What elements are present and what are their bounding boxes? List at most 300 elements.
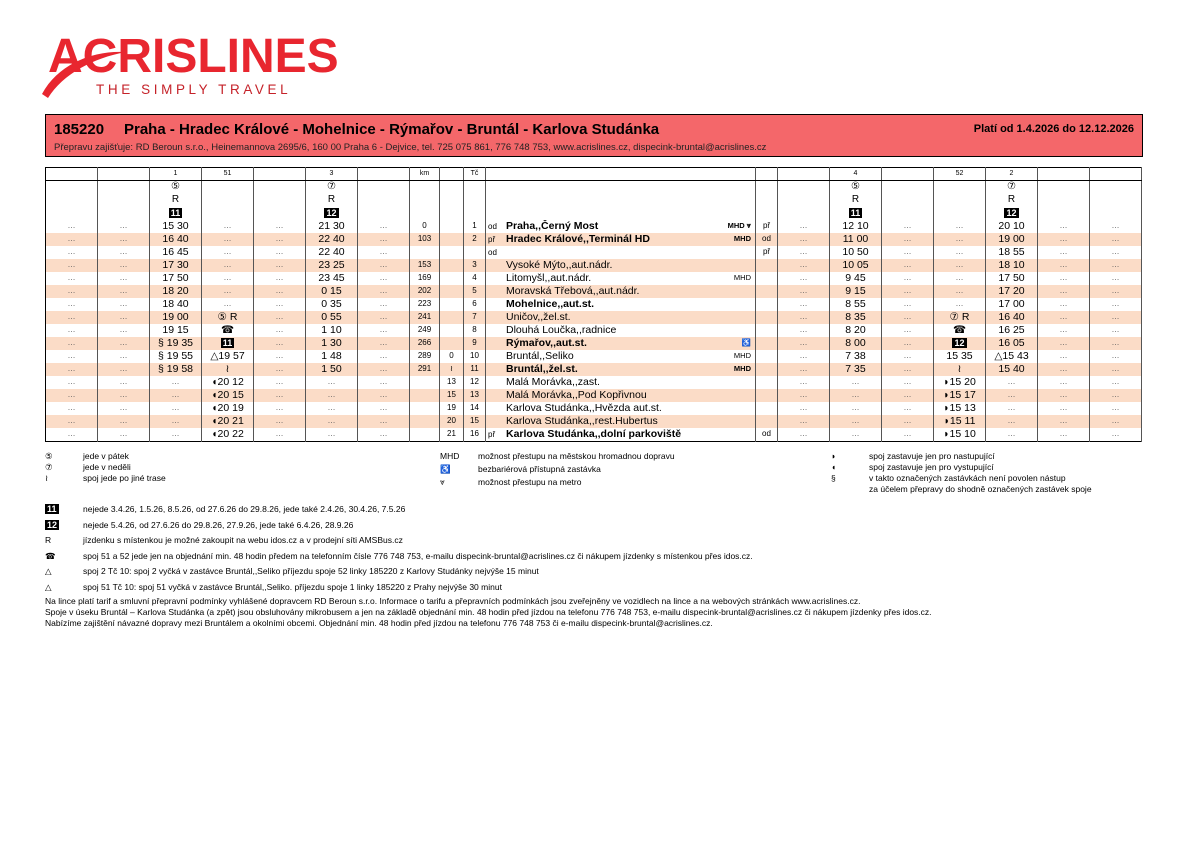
station-name bbox=[486, 402, 756, 415]
departure-time: … bbox=[1090, 220, 1142, 233]
departure-time: … bbox=[98, 428, 150, 442]
tc-value: 9 bbox=[464, 337, 486, 350]
legend-text: jede v neděli bbox=[83, 462, 131, 472]
arr-dep-marker bbox=[756, 376, 778, 389]
km-value: 223 bbox=[410, 298, 440, 311]
service-code-badge: 11 bbox=[170, 207, 181, 218]
table-row bbox=[46, 415, 1142, 428]
km2-value: 19 bbox=[440, 402, 464, 415]
departure-time: … bbox=[934, 246, 986, 259]
trip-symbol bbox=[1038, 194, 1090, 207]
departure-time: … bbox=[1038, 298, 1090, 311]
departure-time: … bbox=[934, 259, 986, 272]
departure-time: … bbox=[46, 350, 98, 363]
departure-time: ☎ bbox=[934, 324, 986, 337]
notes bbox=[45, 596, 932, 629]
departure-time: … bbox=[882, 298, 934, 311]
departure-time: … bbox=[358, 298, 410, 311]
trip-symbol bbox=[778, 181, 830, 194]
line-header bbox=[45, 114, 1143, 157]
station-name bbox=[486, 285, 756, 298]
trip-number bbox=[1090, 168, 1142, 181]
station-label: Bruntál,,Seliko bbox=[506, 350, 574, 362]
station-label: Vysoké Mýto,,aut.nádr. bbox=[506, 259, 613, 271]
departure-time: … bbox=[254, 272, 306, 285]
departure-time: § 19 35 bbox=[150, 337, 202, 350]
station-label: Hradec Králové,,Terminál HD bbox=[506, 232, 650, 245]
departure-time: … bbox=[358, 259, 410, 272]
departure-time: … bbox=[1090, 233, 1142, 246]
departure-time: 23 45 bbox=[306, 272, 358, 285]
km2-value: 13 bbox=[440, 376, 464, 389]
departure-time: 10 05 bbox=[830, 259, 882, 272]
transfer-info: ♿ bbox=[741, 338, 751, 347]
blank bbox=[440, 194, 464, 207]
legend-symbol: ≀ bbox=[45, 473, 49, 483]
service-code-badge: 11 bbox=[850, 207, 861, 218]
departure-time: 17 50 bbox=[986, 272, 1038, 285]
departure-time: … bbox=[202, 272, 254, 285]
trip-symbol bbox=[358, 181, 410, 194]
departure-time: … bbox=[934, 298, 986, 311]
legend-symbol: ☎ bbox=[45, 550, 56, 561]
departure-time: … bbox=[358, 324, 410, 337]
tc-value: 2 bbox=[464, 233, 486, 246]
note-line: Nabízíme zajištění návazné dopravy mezi Bruntálem a okolními obcemi. Objednání min. 48 hodin před jízdou na telefonu 776 748 753 či e-mailu dispecink-bruntal@acrislines.cz. bbox=[45, 618, 713, 628]
departure-time: 0 15 bbox=[306, 285, 358, 298]
km-value bbox=[410, 402, 440, 415]
table-row bbox=[46, 376, 1142, 389]
symbol-row bbox=[46, 181, 1142, 194]
departure-time: … bbox=[46, 233, 98, 246]
table-row bbox=[46, 272, 1142, 285]
departure-time: … bbox=[882, 337, 934, 350]
legend-item bbox=[45, 473, 166, 484]
departure-time: … bbox=[98, 285, 150, 298]
departure-time: 19 15 bbox=[150, 324, 202, 337]
timetable bbox=[45, 167, 1142, 442]
km-value bbox=[410, 389, 440, 402]
departure-time: … bbox=[882, 376, 934, 389]
departure-time: … bbox=[778, 402, 830, 415]
legend-code bbox=[45, 566, 539, 577]
km-value: 291 bbox=[410, 363, 440, 376]
table-row bbox=[46, 363, 1142, 376]
trip-symbol bbox=[98, 207, 150, 220]
departure-time: … bbox=[306, 428, 358, 442]
departure-time: … bbox=[1038, 324, 1090, 337]
tc-value: 3 bbox=[464, 259, 486, 272]
table-row bbox=[46, 402, 1142, 415]
acrislines-logo bbox=[38, 30, 339, 100]
departure-time: 0 55 bbox=[306, 311, 358, 324]
arr-dep-marker: od bbox=[488, 247, 497, 257]
table-row bbox=[46, 389, 1142, 402]
legend-item bbox=[440, 477, 581, 488]
departure-time: … bbox=[254, 415, 306, 428]
departure-time: … bbox=[254, 311, 306, 324]
departure-time: … bbox=[882, 311, 934, 324]
departure-time: … bbox=[358, 220, 410, 233]
departure-time: … bbox=[98, 389, 150, 402]
departure-time: … bbox=[934, 220, 986, 233]
station-label: Dlouhá Loučka,,radnice bbox=[506, 324, 617, 336]
departure-time: … bbox=[46, 220, 98, 233]
route-title: Praha - Hradec Králové - Mohelnice - Rýmařov - Bruntál - Karlova Studánka bbox=[124, 121, 660, 138]
departure-time: △15 43 bbox=[986, 350, 1038, 363]
departure-time: … bbox=[1038, 246, 1090, 259]
table-row bbox=[46, 298, 1142, 311]
legend-text: nejede 5.4.26, od 27.6.26 do 29.8.26, 27.9.26, jede také 6.4.26, 28.9.26 bbox=[83, 519, 354, 530]
header-row bbox=[46, 168, 1142, 181]
departure-time: … bbox=[986, 402, 1038, 415]
departure-time: 16 40 bbox=[150, 233, 202, 246]
legend-text: v takto označených zastávkách není povolen nástup bbox=[869, 473, 1066, 483]
table-row bbox=[46, 246, 1142, 259]
transfer-info: MHD bbox=[733, 351, 751, 360]
departure-time: ◗15 10 bbox=[934, 428, 986, 442]
departure-time: ◗15 11 bbox=[934, 415, 986, 428]
departure-time: … bbox=[150, 415, 202, 428]
departure-time: … bbox=[46, 376, 98, 389]
station-name bbox=[486, 311, 756, 324]
departure-time: … bbox=[98, 311, 150, 324]
trip-symbol bbox=[934, 207, 986, 220]
trip-symbol bbox=[254, 207, 306, 220]
departure-time: 9 15 bbox=[830, 285, 882, 298]
km-value: 153 bbox=[410, 259, 440, 272]
trip-symbol bbox=[830, 207, 882, 220]
tc-value: 4 bbox=[464, 272, 486, 285]
departure-time: … bbox=[882, 389, 934, 402]
departure-time: … bbox=[778, 324, 830, 337]
departure-time: … bbox=[306, 415, 358, 428]
table-row bbox=[46, 324, 1142, 337]
arr-dep-marker: od bbox=[756, 428, 778, 442]
trip-symbol: R bbox=[830, 194, 882, 207]
departure-time: … bbox=[98, 298, 150, 311]
departure-time: … bbox=[986, 389, 1038, 402]
departure-time: 16 25 bbox=[986, 324, 1038, 337]
departure-time: … bbox=[254, 337, 306, 350]
trip-symbol bbox=[882, 194, 934, 207]
table-row bbox=[46, 259, 1142, 272]
departure-time: … bbox=[46, 259, 98, 272]
arr-dep-marker bbox=[756, 363, 778, 376]
departure-time: … bbox=[98, 272, 150, 285]
trip-symbol: ⑤ bbox=[150, 181, 202, 194]
departure-time: … bbox=[46, 272, 98, 285]
trip-number bbox=[882, 168, 934, 181]
departure-time: … bbox=[254, 402, 306, 415]
departure-time: … bbox=[778, 298, 830, 311]
departure-time: … bbox=[358, 311, 410, 324]
departure-time: … bbox=[778, 246, 830, 259]
departure-time: … bbox=[150, 389, 202, 402]
departure-time: 0 35 bbox=[306, 298, 358, 311]
departure-time: … bbox=[1090, 246, 1142, 259]
km2-value: 20 bbox=[440, 415, 464, 428]
arr-dep-marker bbox=[756, 311, 778, 324]
departure-time: … bbox=[1090, 337, 1142, 350]
km2-value: 15 bbox=[440, 389, 464, 402]
legend-text: bezbariérová přístupná zastávka bbox=[478, 464, 601, 474]
departure-time: 1 30 bbox=[306, 337, 358, 350]
station-label: Moravská Třebová,,aut.nádr. bbox=[506, 285, 640, 297]
table-row bbox=[46, 233, 1142, 246]
station-label: Uničov,,žel.st. bbox=[506, 311, 571, 323]
station-label: Mohelnice,,aut.st. bbox=[506, 298, 595, 310]
departure-time: … bbox=[98, 376, 150, 389]
departure-time: … bbox=[778, 337, 830, 350]
trip-symbol bbox=[98, 181, 150, 194]
departure-time: … bbox=[1038, 337, 1090, 350]
departure-time: … bbox=[46, 285, 98, 298]
station-label: Malá Morávka,,Pod Kopřivnou bbox=[506, 389, 647, 401]
arr-dep-marker: př bbox=[488, 429, 496, 439]
legend-symbol: MHD bbox=[440, 451, 460, 461]
departure-time: … bbox=[98, 402, 150, 415]
departure-time: … bbox=[1090, 350, 1142, 363]
departure-time: … bbox=[1038, 259, 1090, 272]
legend-code bbox=[45, 504, 405, 514]
station-name bbox=[486, 428, 756, 442]
departure-time: … bbox=[1090, 285, 1142, 298]
km2-value bbox=[440, 246, 464, 259]
departure-time: … bbox=[1090, 402, 1142, 415]
departure-time: 10 50 bbox=[830, 246, 882, 259]
departure-time: … bbox=[1090, 272, 1142, 285]
tc-value: 15 bbox=[464, 415, 486, 428]
departure-time: 8 20 bbox=[830, 324, 882, 337]
departure-time: … bbox=[882, 259, 934, 272]
departure-time: 17 50 bbox=[150, 272, 202, 285]
departure-time: … bbox=[778, 415, 830, 428]
trip-symbol bbox=[882, 207, 934, 220]
tc-value: 7 bbox=[464, 311, 486, 324]
departure-time: … bbox=[778, 376, 830, 389]
departure-time: … bbox=[254, 350, 306, 363]
departure-time: … bbox=[778, 363, 830, 376]
departure-time: … bbox=[1038, 350, 1090, 363]
departure-time: … bbox=[46, 324, 98, 337]
departure-time: 9 45 bbox=[830, 272, 882, 285]
departure-time: ◗15 13 bbox=[934, 402, 986, 415]
blank bbox=[756, 194, 778, 207]
trip-symbol bbox=[1038, 181, 1090, 194]
departure-time: 21 30 bbox=[306, 220, 358, 233]
table-row bbox=[46, 337, 1142, 350]
departure-time: ☎ bbox=[202, 324, 254, 337]
departure-time: … bbox=[254, 363, 306, 376]
arr-header bbox=[756, 168, 778, 181]
departure-time: … bbox=[778, 272, 830, 285]
legend-symbol: ⩔ bbox=[440, 477, 445, 487]
transfer-info: MHD ⩔ bbox=[727, 220, 751, 230]
trip-symbol bbox=[358, 207, 410, 220]
legend-code bbox=[45, 551, 753, 562]
departure-time: … bbox=[98, 415, 150, 428]
departure-time: … bbox=[1090, 428, 1142, 442]
trip-number: 3 bbox=[306, 168, 358, 181]
departure-time: 23 25 bbox=[306, 259, 358, 272]
departure-time: … bbox=[358, 350, 410, 363]
legend-code bbox=[45, 582, 502, 593]
departure-time: … bbox=[202, 298, 254, 311]
departure-time: … bbox=[46, 363, 98, 376]
departure-time: 8 35 bbox=[830, 311, 882, 324]
legend-symbol bbox=[45, 520, 83, 530]
trip-symbol bbox=[778, 194, 830, 207]
legend-symbol: ◖ bbox=[831, 462, 837, 472]
tc-value: 6 bbox=[464, 298, 486, 311]
transfer-info: MHD bbox=[733, 273, 751, 282]
symbol-row bbox=[46, 194, 1142, 207]
trip-number bbox=[358, 168, 410, 181]
departure-time: § 19 55 bbox=[150, 350, 202, 363]
km-value: 249 bbox=[410, 324, 440, 337]
departure-time: 16 05 bbox=[986, 337, 1038, 350]
km2-value: 21 bbox=[440, 428, 464, 442]
tc-value: 14 bbox=[464, 402, 486, 415]
legend-item bbox=[45, 462, 131, 473]
departure-time: 7 38 bbox=[830, 350, 882, 363]
departure-time: 18 20 bbox=[150, 285, 202, 298]
departure-time: … bbox=[358, 246, 410, 259]
km2-value bbox=[440, 285, 464, 298]
km-value: 241 bbox=[410, 311, 440, 324]
station-label: Malá Morávka,,zast. bbox=[506, 376, 600, 388]
trip-symbol bbox=[1090, 194, 1142, 207]
legend-item bbox=[831, 484, 1092, 494]
tc-value bbox=[464, 246, 486, 259]
departure-time: 8 00 bbox=[830, 337, 882, 350]
departure-time: … bbox=[778, 389, 830, 402]
tc-value: 13 bbox=[464, 389, 486, 402]
departure-time: … bbox=[98, 363, 150, 376]
legend-symbol: ⑤ bbox=[45, 451, 53, 461]
departure-time: … bbox=[1090, 389, 1142, 402]
station-label: Rýmařov,,aut.st. bbox=[506, 337, 587, 349]
legend-symbol: △ bbox=[45, 566, 52, 576]
departure-time: 15 35 bbox=[934, 350, 986, 363]
departure-time: … bbox=[830, 415, 882, 428]
departure-time: … bbox=[882, 428, 934, 442]
departure-time: … bbox=[778, 285, 830, 298]
trip-symbol bbox=[778, 207, 830, 220]
legend-symbol bbox=[45, 504, 83, 514]
service-code-badge: 12 bbox=[326, 207, 337, 218]
departure-time: … bbox=[986, 428, 1038, 442]
legend-code bbox=[45, 535, 403, 545]
departure-time: 17 30 bbox=[150, 259, 202, 272]
validity-period: Platí od 1.4.2026 do 12.12.2026 bbox=[973, 123, 1134, 135]
service-code-badge: 11 bbox=[222, 338, 233, 348]
arr-dep-marker bbox=[756, 259, 778, 272]
departure-time: 16 45 bbox=[150, 246, 202, 259]
km-value: 169 bbox=[410, 272, 440, 285]
departure-time: … bbox=[1090, 415, 1142, 428]
arr-dep-marker bbox=[756, 350, 778, 363]
departure-time: … bbox=[358, 363, 410, 376]
departure-time: 22 40 bbox=[306, 246, 358, 259]
departure-time: … bbox=[778, 350, 830, 363]
tc-value: 11 bbox=[464, 363, 486, 376]
km-value: 202 bbox=[410, 285, 440, 298]
departure-time: … bbox=[778, 220, 830, 233]
legend-text: možnost přestupu na městskou hromadnou dopravu bbox=[478, 451, 675, 461]
departure-time: 15 40 bbox=[986, 363, 1038, 376]
trip-symbol bbox=[1090, 181, 1142, 194]
station-header bbox=[486, 168, 756, 181]
departure-time: … bbox=[1038, 233, 1090, 246]
station-label: Praha,,Černý Most bbox=[506, 219, 599, 232]
trip-symbol bbox=[202, 181, 254, 194]
departure-time: … bbox=[98, 233, 150, 246]
blank bbox=[486, 181, 756, 194]
departure-time: … bbox=[254, 259, 306, 272]
arr-dep-marker bbox=[756, 285, 778, 298]
station-name bbox=[486, 259, 756, 272]
trip-symbol bbox=[986, 207, 1038, 220]
legend-text: spoj zastavuje jen pro nastupující bbox=[869, 451, 995, 461]
blank bbox=[410, 194, 440, 207]
departure-time: … bbox=[98, 324, 150, 337]
departure-time: … bbox=[1038, 363, 1090, 376]
trip-number bbox=[778, 168, 830, 181]
trip-number bbox=[254, 168, 306, 181]
departure-time: … bbox=[46, 402, 98, 415]
km-value bbox=[410, 415, 440, 428]
trip-symbol bbox=[882, 181, 934, 194]
departure-time: 18 55 bbox=[986, 246, 1038, 259]
trip-symbol bbox=[150, 207, 202, 220]
legend-item bbox=[831, 451, 995, 461]
legend-code bbox=[45, 520, 353, 530]
trip-symbol bbox=[1038, 207, 1090, 220]
arr-dep-marker bbox=[756, 298, 778, 311]
blank bbox=[486, 207, 756, 220]
tc-value: 16 bbox=[464, 428, 486, 442]
departure-time: … bbox=[46, 311, 98, 324]
km-header: km bbox=[410, 168, 440, 181]
departure-time: … bbox=[1038, 415, 1090, 428]
departure-time bbox=[202, 337, 254, 350]
departure-time: … bbox=[46, 389, 98, 402]
km2-value: ≀ bbox=[440, 363, 464, 376]
departure-time: ≀ bbox=[202, 363, 254, 376]
arr-dep-marker: př bbox=[488, 234, 496, 244]
legend-item bbox=[831, 462, 994, 472]
departure-time: 8 55 bbox=[830, 298, 882, 311]
blank bbox=[756, 181, 778, 194]
departure-time: ◗15 17 bbox=[934, 389, 986, 402]
departure-time: § 19 58 bbox=[150, 363, 202, 376]
departure-time: … bbox=[1038, 376, 1090, 389]
departure-time: 11 00 bbox=[830, 233, 882, 246]
departure-time: … bbox=[254, 298, 306, 311]
departure-time: … bbox=[1038, 389, 1090, 402]
table-row bbox=[46, 285, 1142, 298]
table-row bbox=[46, 428, 1142, 442]
departure-time: … bbox=[830, 376, 882, 389]
line-number: 185220 bbox=[54, 121, 105, 138]
trip-symbol bbox=[254, 194, 306, 207]
arr-dep-marker: od bbox=[756, 233, 778, 246]
legend-item bbox=[440, 464, 601, 475]
legend-item bbox=[440, 451, 675, 461]
departure-time: … bbox=[254, 220, 306, 233]
